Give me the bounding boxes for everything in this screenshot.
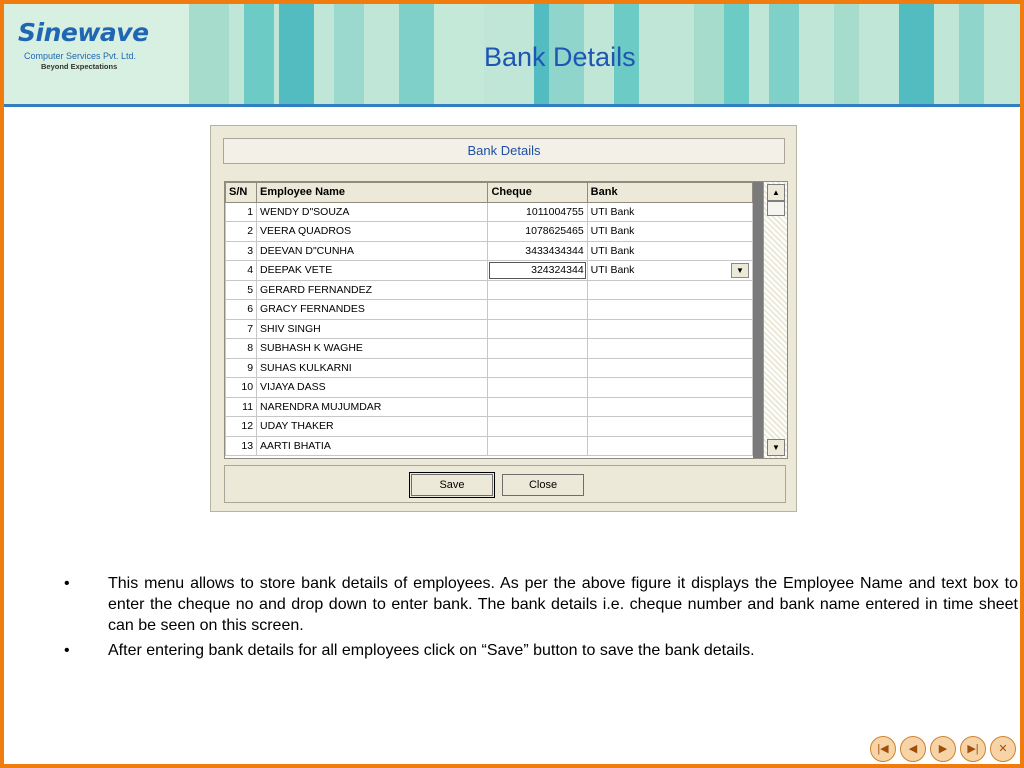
bank-dropdown-value: UTI Bank (590, 264, 635, 277)
table-row (226, 261, 753, 281)
row-employee-name: SUHAS KULKARNI (257, 358, 488, 378)
row-sn: 4 (226, 261, 257, 281)
bank-cell[interactable] (587, 358, 752, 378)
cheque-cell[interactable] (488, 436, 587, 456)
cheque-input[interactable]: 324324344 (488, 261, 587, 281)
cheque-cell[interactable]: 3433434344 (488, 241, 587, 261)
row-sn: 8 (226, 339, 257, 359)
column-header-employee-name: Employee Name (257, 183, 488, 203)
logo-company-name: Computer Services Pvt. Ltd. (24, 51, 137, 61)
row-sn: 1 (226, 202, 257, 222)
bank-cell[interactable] (587, 339, 752, 359)
button-panel (224, 465, 786, 503)
row-sn: 12 (226, 417, 257, 437)
bank-cell[interactable] (587, 319, 752, 339)
table-row (226, 280, 753, 300)
row-employee-name: WENDY D"SOUZA (257, 202, 488, 222)
bank-details-dialog (210, 125, 797, 512)
table-row (226, 358, 753, 378)
bank-cell[interactable]: UTI Bank (587, 241, 752, 261)
table-row (226, 417, 753, 437)
row-sn: 10 (226, 378, 257, 398)
row-employee-name: DEEVAN D"CUNHA (257, 241, 488, 261)
chevron-down-icon[interactable]: ▼ (731, 263, 749, 278)
scroll-up-icon[interactable]: ▲ (767, 184, 785, 201)
last-slide-icon[interactable]: ▶| (960, 736, 986, 762)
row-employee-name: VEERA QUADROS (257, 222, 488, 242)
first-slide-icon[interactable]: |◀ (870, 736, 896, 762)
description-paragraph: After entering bank details for all employees click on “Save” button to save the bank details. (108, 642, 755, 659)
bank-dropdown[interactable] (587, 261, 752, 281)
cheque-cell[interactable] (488, 417, 587, 437)
row-employee-name: GRACY FERNANDES (257, 300, 488, 320)
next-slide-icon[interactable]: ▶ (930, 736, 956, 762)
table-row (226, 397, 753, 417)
table-row (226, 378, 753, 398)
table-row (226, 339, 753, 359)
row-sn: 7 (226, 319, 257, 339)
description-paragraph: This menu allows to store bank details of employees. As per the above figure it displays the Employee Name and text box to enter the cheque no and drop down to enter bank. The bank details i.e. cheque number and bank name entered in time sheet can be seen on this screen. (108, 575, 1018, 634)
table-row (226, 202, 753, 222)
bank-cell[interactable] (587, 417, 752, 437)
table-row (226, 241, 753, 261)
row-employee-name: SUBHASH K WAGHE (257, 339, 488, 359)
save-button[interactable]: Save (411, 474, 493, 496)
scroll-down-icon[interactable]: ▼ (767, 439, 785, 456)
row-employee-name: AARTI BHATIA (257, 436, 488, 456)
logo-tagline: Beyond Expectations (41, 62, 118, 71)
bank-cell[interactable] (587, 378, 752, 398)
cheque-cell[interactable] (488, 358, 587, 378)
cheque-cell[interactable] (488, 378, 587, 398)
grid-edge (753, 182, 763, 458)
employee-bank-grid (224, 181, 788, 459)
row-sn: 9 (226, 358, 257, 378)
list-item (60, 573, 1018, 636)
close-button[interactable]: Close (502, 474, 584, 496)
cheque-cell[interactable]: 1078625465 (488, 222, 587, 242)
list-item (60, 640, 1018, 661)
page-title: Bank Details (484, 42, 636, 72)
table-row (226, 300, 753, 320)
row-sn: 13 (226, 436, 257, 456)
bank-cell[interactable] (587, 300, 752, 320)
column-header-cheque: Cheque (488, 183, 587, 203)
vertical-scrollbar[interactable] (763, 182, 788, 458)
grid-header-row (226, 183, 753, 203)
cheque-cell[interactable] (488, 339, 587, 359)
bank-cell[interactable]: UTI Bank (587, 222, 752, 242)
close-icon[interactable]: ✕ (990, 736, 1016, 762)
bank-cell[interactable] (587, 397, 752, 417)
bank-cell[interactable]: UTI Bank (587, 202, 752, 222)
column-header-bank: Bank (587, 183, 752, 203)
cheque-cell[interactable] (488, 319, 587, 339)
table-row (226, 436, 753, 456)
cheque-cell[interactable] (488, 397, 587, 417)
header-banner (4, 4, 1020, 107)
row-sn: 3 (226, 241, 257, 261)
row-employee-name: SHIV SINGH (257, 319, 488, 339)
cheque-cell[interactable]: 1011004755 (488, 202, 587, 222)
logo-wordmark: Sinewave (18, 18, 149, 47)
scrollbar-thumb[interactable] (767, 201, 785, 216)
cheque-cell[interactable] (488, 280, 587, 300)
dialog-title: Bank Details (223, 138, 785, 164)
row-sn: 2 (226, 222, 257, 242)
description-text (60, 573, 1018, 665)
row-employee-name: NARENDRA MUJUMDAR (257, 397, 488, 417)
row-employee-name: UDAY THAKER (257, 417, 488, 437)
row-sn: 5 (226, 280, 257, 300)
cheque-cell[interactable] (488, 300, 587, 320)
row-sn: 11 (226, 397, 257, 417)
row-employee-name: DEEPAK VETE (257, 261, 488, 281)
previous-slide-icon[interactable]: ◀ (900, 736, 926, 762)
column-header-sn: S/N (226, 183, 257, 203)
bullet-symbol: • (64, 642, 70, 659)
grid-table (225, 182, 753, 456)
bank-cell[interactable] (587, 280, 752, 300)
row-employee-name: GERARD FERNANDEZ (257, 280, 488, 300)
row-employee-name: VIJAYA DASS (257, 378, 488, 398)
table-row (226, 222, 753, 242)
bullet-symbol: • (64, 575, 70, 592)
row-sn: 6 (226, 300, 257, 320)
table-row (226, 319, 753, 339)
bank-cell[interactable] (587, 436, 752, 456)
company-logo (4, 4, 189, 104)
